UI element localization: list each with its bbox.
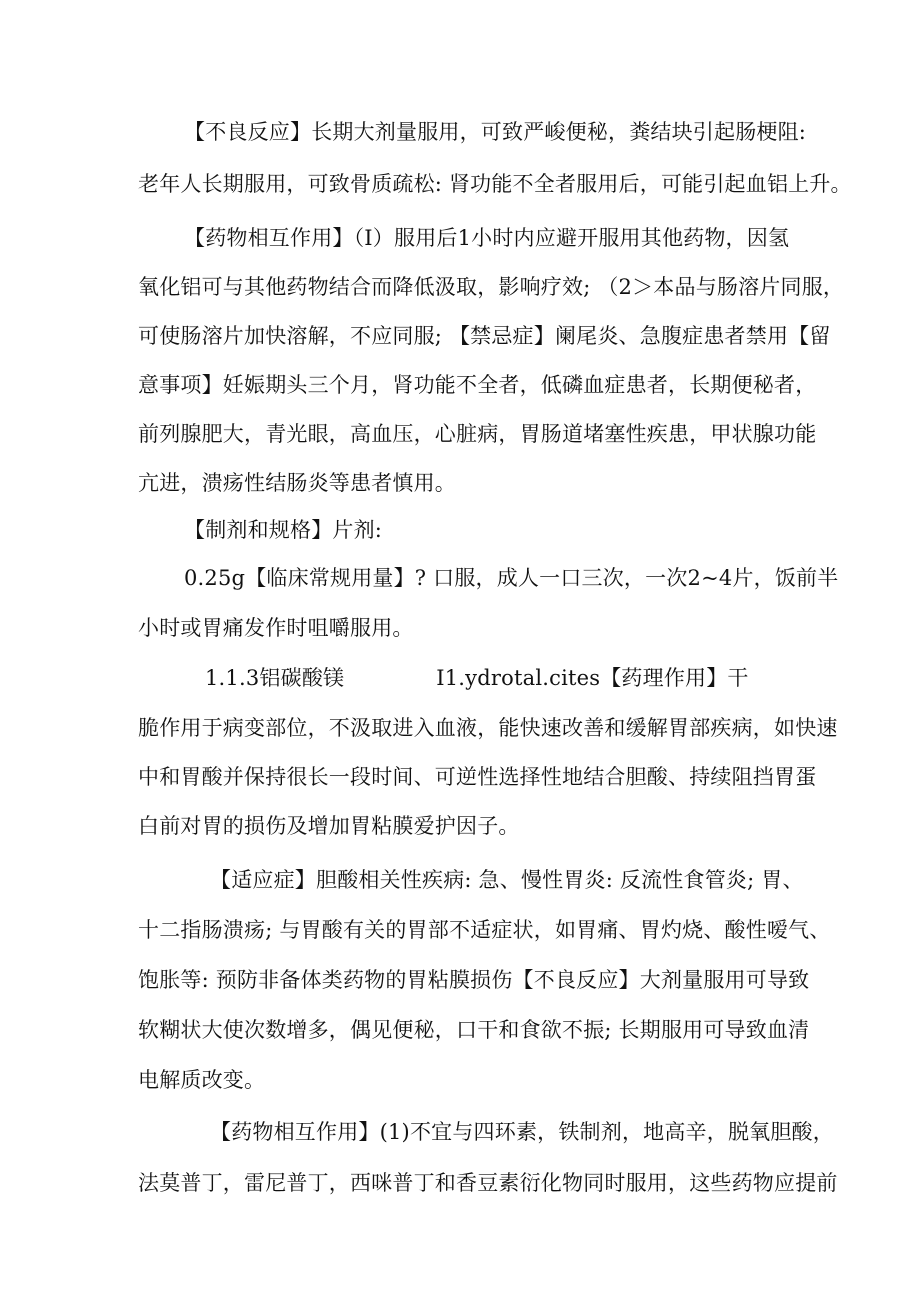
paragraph-indications-line-4: 软糊状大使次数增多，偶见便秘，口干和食欲不振; 长期服用可导致血清 bbox=[138, 1018, 810, 1042]
paragraph-dosage-line-2: 小时或胃痛发作时咀嚼服用。 bbox=[138, 616, 414, 640]
paragraph-drug-interaction-2-line-1: 【药物相互作用】(1)不宜与四环素，铁制剂，地高辛，脱氧胆酸， bbox=[210, 1120, 834, 1144]
paragraph-drug-interaction-2-line-2: 法莫普丁，雷尼普丁，西咪普丁和香豆素衍化物同时服用，这些药物应提前 bbox=[138, 1171, 838, 1195]
paragraph-section-heading-line-1 bbox=[0, 661, 920, 695]
paragraph-indications-line-5: 电解质改变。 bbox=[138, 1068, 266, 1092]
section-english-name-and-pharmacology: I1.ydrotal.cites【药理作用】干 bbox=[436, 666, 749, 690]
paragraph-pharmacology-line-2: 脆作用于病变部位，不汲取进入血液，能快速改善和缓解胃部疾病，如快速 bbox=[138, 716, 838, 740]
paragraph-adverse-reaction-line-1: 【不良反应】长期大剂量服用，可致严峻便秘，粪结块引起肠梗阻: bbox=[184, 120, 807, 144]
paragraph-pharmacology-line-4: 白前对胃的损伤及增加胃粘膜爱护因子。 bbox=[138, 814, 520, 838]
paragraph-drug-interaction-line-3: 可使肠溶片加快溶解，不应同服; 【禁忌症】阑尾炎、急腹症患者禁用【留 bbox=[138, 324, 831, 348]
paragraph-formulation-line-1: 【制剂和规格】片剂: bbox=[184, 518, 383, 542]
paragraph-indications-line-1: 【适应症】胆酸相关性疾病: 急、慢性胃炎: 反流性食管炎; 胃、 bbox=[210, 868, 804, 892]
paragraph-drug-interaction-line-4: 意事项】妊娠期头三个月，肾功能不全者，低磷血症患者，长期便秘者， bbox=[138, 373, 817, 397]
paragraph-adverse-reaction-line-2: 老年人长期服用，可致骨质疏松: 肾功能不全者服用后，可能引起血铝上升。 bbox=[138, 172, 852, 196]
paragraph-drug-interaction-line-5: 前列腺肥大，青光眼，高血压，心脏病，胃肠道堵塞性疾患，甲状腺功能 bbox=[138, 422, 817, 446]
paragraph-drug-interaction-line-1: 【药物相互作用】（I）服用后1小时内应避开服用其他药物，因氢 bbox=[184, 226, 790, 250]
paragraph-drug-interaction-line-2: 氧化铝可与其他药物结合而降低汲取，影响疗效; （2＞本品与肠溶片同服， bbox=[138, 275, 845, 299]
section-number-and-name: 1.1.3铝碳酸镁 bbox=[205, 666, 345, 690]
paragraph-dosage-line-1: 0.25g【临床常规用量】? 口服，成人一口三次，一次2~4片，饭前半 bbox=[184, 566, 839, 590]
paragraph-indications-line-2: 十二指肠溃疡; 与胃酸有关的胃部不适症状，如胃痛、胃灼烧、酸性嗳气、 bbox=[138, 918, 831, 942]
paragraph-indications-line-3: 饱胀等: 预防非备体类药物的胃粘膜损伤【不良反应】大剂量服用可导致 bbox=[138, 968, 810, 992]
paragraph-drug-interaction-line-6: 亢进，溃疡性结肠炎等患者慎用。 bbox=[138, 471, 456, 495]
paragraph-pharmacology-line-3: 中和胃酸并保持很长一段时间、可逆性选择性地结合胆酸、持续阻挡胃蛋 bbox=[138, 765, 817, 789]
